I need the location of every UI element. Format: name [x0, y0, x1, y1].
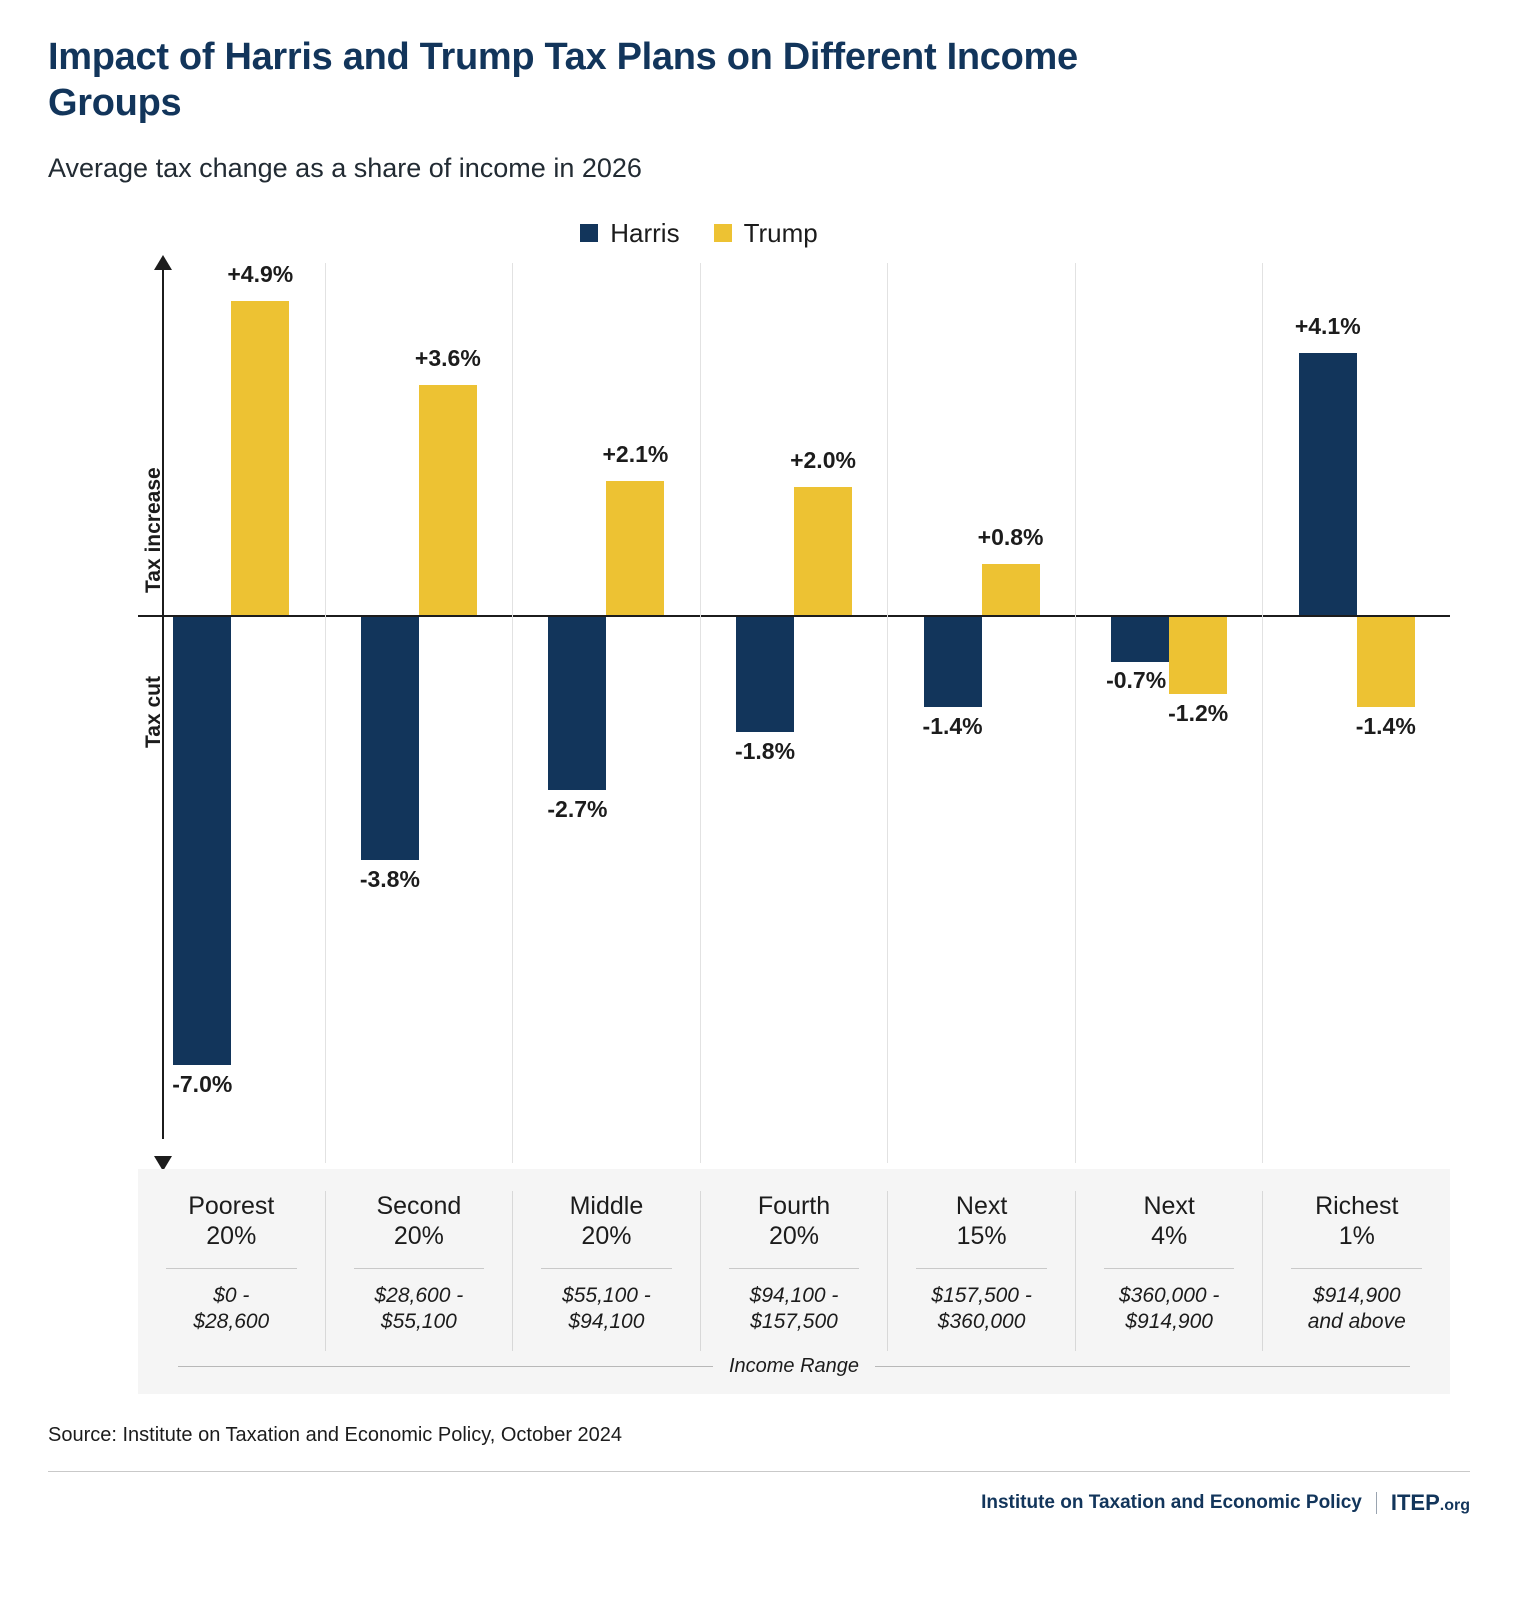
bar-trump[interactable] — [231, 301, 289, 615]
bar-harris[interactable] — [361, 617, 419, 860]
bar-slot-trump — [1357, 263, 1415, 1163]
bar-label-harris: -0.7% — [1106, 666, 1167, 693]
category-range-line1: $360,000 - — [1118, 1283, 1220, 1307]
category-table — [138, 1169, 1450, 1395]
category-range — [332, 1283, 507, 1352]
category-divider — [1291, 1268, 1422, 1269]
category-name — [144, 1191, 319, 1268]
bar-slot-harris — [361, 263, 419, 1163]
category-name-line1: Fourth — [757, 1191, 831, 1220]
bar-group-fourth-20 — [701, 263, 889, 1163]
bar-slot-harris — [736, 263, 794, 1163]
category-range-line2: $914,900 — [1125, 1309, 1213, 1333]
category-name — [519, 1191, 694, 1268]
category-range-line1: $914,900 — [1312, 1283, 1401, 1307]
category-name-line1: Next — [1143, 1191, 1195, 1220]
category-cell-fourth-20 — [701, 1191, 889, 1352]
category-cell-poorest-20 — [138, 1191, 326, 1352]
bar-slot-trump — [790, 263, 856, 1163]
bar-group-bars — [326, 263, 513, 1163]
legend-label-trump: Trump — [743, 217, 818, 248]
bar-slot-trump — [977, 263, 1044, 1163]
bar-trump[interactable] — [606, 481, 664, 615]
category-name-line1: Middle — [569, 1191, 644, 1220]
x-axis-caption — [178, 1355, 1410, 1378]
category-name-line2: 20% — [769, 1222, 820, 1251]
x-axis-caption-rule-right — [875, 1366, 1410, 1367]
category-range — [707, 1283, 882, 1352]
category-name — [1082, 1191, 1257, 1268]
category-range-line2: and above — [1307, 1309, 1406, 1333]
category-name — [707, 1191, 882, 1268]
bar-group-richest-1 — [1263, 263, 1450, 1163]
bar-label-harris: -1.8% — [734, 737, 796, 764]
bar-group-middle-20 — [513, 263, 701, 1163]
category-range-line1: $55,100 - — [562, 1283, 651, 1307]
itep-logo-text: ITEP — [1390, 1490, 1440, 1516]
category-range-line1: $94,100 - — [749, 1283, 839, 1307]
category-name-line1: Next — [955, 1191, 1008, 1220]
category-range — [1082, 1283, 1257, 1352]
itep-logo-suffix: .org — [1439, 1497, 1470, 1515]
category-divider — [166, 1268, 297, 1269]
bar-label-trump: -1.4% — [1355, 712, 1416, 739]
bar-group-bars — [138, 260, 325, 1163]
category-range — [519, 1283, 694, 1352]
bar-harris[interactable] — [736, 617, 794, 732]
category-range-line2: $28,600 — [193, 1309, 270, 1333]
category-cell-middle-20 — [513, 1191, 701, 1352]
category-range-line2: $157,500 — [750, 1309, 838, 1333]
y-axis-label-cut: Tax cut — [142, 675, 165, 748]
category-range-line1: $28,600 - — [374, 1283, 464, 1307]
bar-slot-trump — [602, 263, 669, 1163]
category-divider — [729, 1268, 860, 1269]
bar-trump[interactable] — [1357, 617, 1415, 707]
category-name-line1: Richest — [1315, 1191, 1399, 1220]
bar-label-trump: -1.2% — [1168, 699, 1229, 726]
bars-plot — [138, 260, 1450, 1163]
page-subtitle: Average tax change as a share of income in 2026 — [48, 152, 642, 183]
category-name — [894, 1191, 1069, 1268]
bar-label-harris: -7.0% — [172, 1070, 233, 1097]
category-range — [1269, 1283, 1444, 1352]
bar-label-harris: -2.7% — [547, 795, 608, 822]
bar-harris[interactable] — [924, 617, 982, 707]
bar-harris[interactable] — [1299, 353, 1357, 615]
bar-label-trump: +4.9% — [227, 260, 294, 287]
category-range-line1: $0 - — [213, 1283, 250, 1307]
source-note: Source: Institute on Taxation and Economic Policy, October 2024 — [48, 1424, 623, 1447]
chart-legend — [48, 218, 1470, 249]
bar-group-second-20 — [326, 263, 514, 1163]
category-divider — [354, 1268, 485, 1269]
category-divider — [916, 1268, 1047, 1269]
category-names-row — [138, 1191, 1450, 1352]
footer — [48, 1490, 1470, 1516]
bar-label-trump: +2.0% — [790, 446, 856, 473]
legend-swatch-harris — [580, 224, 598, 242]
category-range-line2: $55,100 — [380, 1309, 457, 1333]
bar-label-trump: +0.8% — [977, 523, 1044, 550]
footer-org-name: Institute on Taxation and Economic Policy — [981, 1492, 1362, 1514]
legend-swatch-trump — [714, 224, 732, 242]
category-divider — [541, 1268, 672, 1269]
category-name-line2: 20% — [393, 1222, 444, 1251]
footer-separator — [1376, 1492, 1377, 1514]
bar-slot-trump — [1169, 263, 1227, 1163]
bar-group-bars — [888, 263, 1075, 1163]
footer-divider — [48, 1471, 1470, 1472]
page-title: Impact of Harris and Trump Tax Plans on Different Income Groups — [48, 36, 1078, 125]
bar-trump[interactable] — [419, 385, 477, 615]
bar-slot-harris — [173, 263, 231, 1163]
category-name-line1: Poorest — [188, 1191, 275, 1220]
category-cell-next-4 — [1076, 1191, 1264, 1352]
category-name-line1: Second — [376, 1191, 462, 1220]
legend-label-harris: Harris — [610, 217, 680, 248]
category-name-line2: 20% — [206, 1222, 257, 1251]
bar-slot-harris — [548, 263, 606, 1163]
category-name — [1269, 1191, 1444, 1268]
category-range-line2: $94,100 — [568, 1309, 645, 1333]
bar-group-next-4 — [1076, 263, 1264, 1163]
category-cell-richest-1 — [1263, 1191, 1450, 1352]
x-axis-caption-rule-left — [178, 1366, 713, 1367]
category-name-line2: 20% — [581, 1222, 632, 1251]
bar-slot-harris — [924, 263, 982, 1163]
category-range — [144, 1283, 319, 1352]
bar-label-harris: -1.4% — [922, 712, 983, 739]
bar-group-bars — [701, 263, 888, 1163]
category-range — [894, 1283, 1069, 1352]
legend-item-harris — [580, 218, 679, 249]
category-range-line2: $360,000 — [937, 1309, 1026, 1333]
category-name-line2: 4% — [1151, 1222, 1188, 1251]
bar-harris[interactable] — [1111, 617, 1169, 662]
bar-groups — [138, 260, 1450, 1163]
bar-harris[interactable] — [548, 617, 606, 790]
bar-label-harris: +4.1% — [1294, 312, 1361, 339]
bar-harris[interactable] — [173, 617, 231, 1065]
bar-group-bars — [1263, 263, 1450, 1163]
category-name-line2: 15% — [956, 1222, 1007, 1251]
bar-label-trump: +2.1% — [602, 440, 669, 467]
bar-group-bars — [513, 263, 700, 1163]
category-range-line1: $157,500 - — [931, 1283, 1032, 1307]
bar-label-harris: -3.8% — [359, 865, 420, 892]
bar-trump[interactable] — [982, 564, 1040, 615]
x-axis-caption-label: Income Range — [728, 1355, 860, 1378]
chart-plot-area — [48, 260, 1470, 1163]
category-name — [332, 1191, 507, 1268]
category-cell-second-20 — [326, 1191, 514, 1352]
category-cell-next-15 — [888, 1191, 1076, 1352]
legend-item-trump — [714, 218, 818, 249]
bar-slot-trump — [414, 263, 481, 1163]
bar-trump[interactable] — [1169, 617, 1227, 694]
category-name-line2: 1% — [1338, 1222, 1375, 1251]
y-axis-label-increase: Tax increase — [142, 467, 165, 593]
category-divider — [1104, 1268, 1235, 1269]
bar-group-poorest-20 — [138, 260, 326, 1163]
bar-group-next-15 — [888, 263, 1076, 1163]
itep-logo — [1391, 1490, 1470, 1516]
bar-label-trump: +3.6% — [414, 344, 481, 371]
bar-group-bars — [1076, 263, 1263, 1163]
bar-slot-trump — [227, 260, 294, 1163]
bar-trump[interactable] — [794, 487, 852, 615]
